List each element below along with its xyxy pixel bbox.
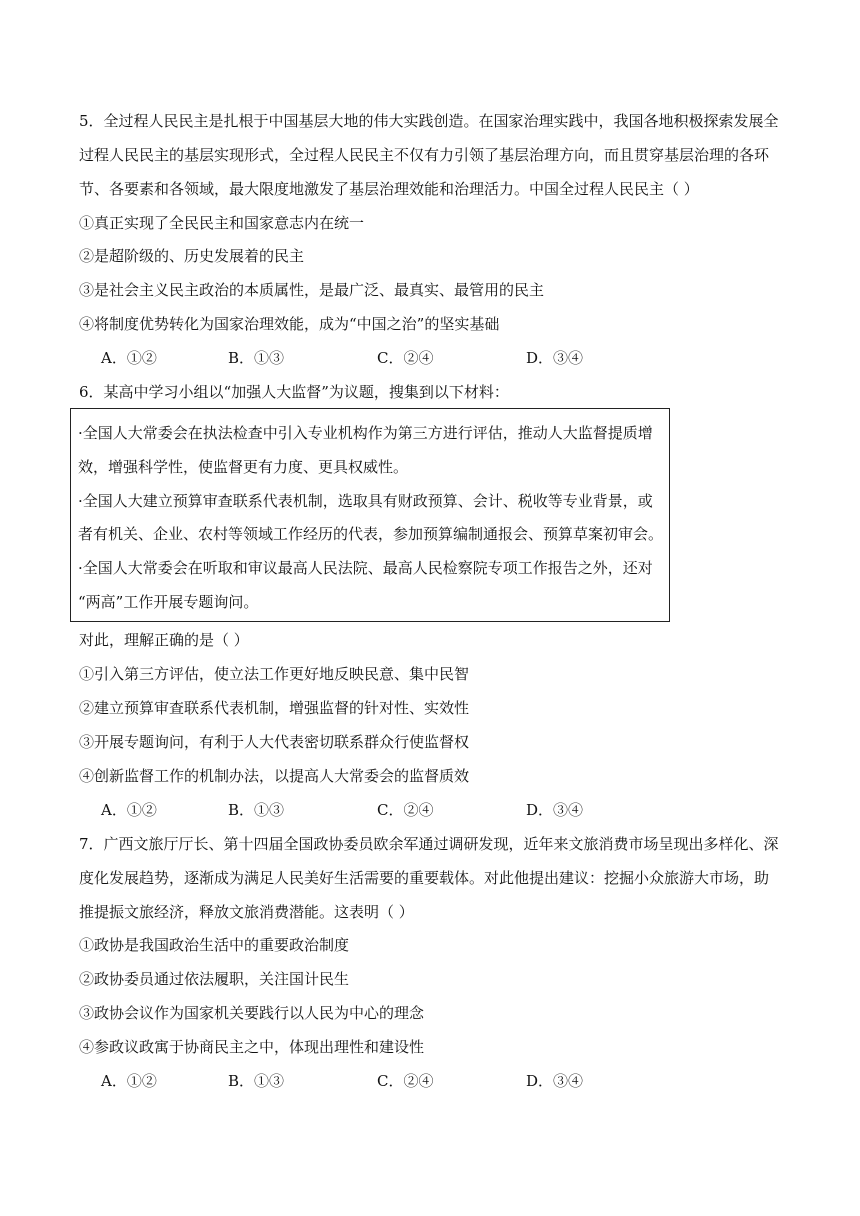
- q5-statement-4: ④将制度优势转化为国家治理效能，成为“中国之治”的坚实基础: [79, 315, 500, 333]
- q6-option-c: C．②④: [377, 801, 434, 819]
- q5-option-a: A．①②: [101, 349, 157, 367]
- q6-statement-4: ④创新监督工作的机制办法，以提高人大常委会的监督质效: [79, 767, 470, 785]
- q6-statement-1: ①引入第三方评估，使立法工作更好地反映民意、集中民智: [79, 665, 470, 683]
- q7-stem-line-3: 推提振文旅经济，释放文旅消费潜能。这表明（ ）: [79, 903, 414, 921]
- q5-statement-3: ③是社会主义民主政治的本质属性，是最广泛、最真实、最管用的民主: [79, 281, 545, 299]
- q7-option-d: D．③④: [526, 1072, 584, 1090]
- q5-option-d: D．③④: [526, 349, 584, 367]
- q7-statement-1: ①政协是我国政治生活中的重要政治制度: [79, 936, 350, 954]
- q5-stem-line-3: 节、各要素和各领域，最大限度地激发了基层治理效能和治理活力。中国全过程人民民主（ ）: [79, 180, 699, 198]
- q5-option-c: C．②④: [377, 349, 434, 367]
- q6-stem: 6．某高中学习小组以“加强人大监督”为议题，搜集到以下材料：: [79, 383, 509, 401]
- q6-material-box: [70, 408, 670, 622]
- q6-option-a: A．①②: [101, 801, 157, 819]
- q5-statement-1: ①真正实现了全民民主和国家意志内在统一: [79, 214, 365, 232]
- q6-material-line-2: 效，增强科学性，使监督更有力度、更具权威性。: [78, 458, 409, 476]
- q6-option-b: B．①③: [228, 801, 285, 819]
- q6-material-line-6: “两高”工作开展专题询问。: [78, 593, 259, 611]
- q5-stem-line-1: 5．全过程人民民主是扎根于中国基层大地的伟大实践创造。在国家治理实践中，我国各地积极探索发展全: [79, 112, 779, 130]
- q5-option-b: B．①③: [228, 349, 285, 367]
- q5-stem-line-2: 过程人民民主的基层实现形式，全过程人民民主不仅有力引领了基层治理方向，而且贯穿基层治理的各环: [79, 146, 770, 164]
- q7-statement-2: ②政协委员通过依法履职，关注国计民生: [79, 970, 350, 988]
- q6-material-line-4: 者有机关、企业、农村等领域工作经历的代表，参加预算编制通报会、预算草案初审会。: [78, 525, 664, 543]
- q7-option-c: C．②④: [377, 1072, 434, 1090]
- q7-option-b: B．①③: [228, 1072, 285, 1090]
- q6-statement-2: ②建立预算审查联系代表机制，增强监督的针对性、实效性: [79, 699, 470, 717]
- q6-statement-3: ③开展专题询问，有利于人大代表密切联系群众行使监督权: [79, 733, 470, 751]
- q7-stem-line-1: 7．广西文旅厅厅长、第十四届全国政协委员欧余军通过调研发现，近年来文旅消费市场呈现出多样化、深: [79, 835, 779, 853]
- q7-stem-line-2: 度化发展趋势，逐渐成为满足人民美好生活需要的重要载体。对此他提出建议：挖掘小众旅游大市场，助: [79, 869, 770, 887]
- q7-statement-4: ④参政议政寓于协商民主之中，体现出理性和建设性: [79, 1038, 425, 1056]
- q6-option-d: D．③④: [526, 801, 584, 819]
- q5-statement-2: ②是超阶级的、历史发展着的民主: [79, 247, 305, 265]
- q6-material-line-1: ·全国人大常委会在执法检查中引入专业机构作为第三方进行评估，推动人大监督提质增: [78, 424, 653, 442]
- q6-material-line-3: ·全国人大建立预算审查联系代表机制，选取具有财政预算、会计、税收等专业背景，或: [78, 492, 653, 510]
- q6-question: 对此，理解正确的是（ ）: [79, 631, 249, 649]
- q7-statement-3: ③政协会议作为国家机关要践行以人民为中心的理念: [79, 1004, 425, 1022]
- q7-option-a: A．①②: [101, 1072, 157, 1090]
- q6-material-line-5: ·全国人大常委会在听取和审议最高人民法院、最高人民检察院专项工作报告之外，还对: [78, 559, 653, 577]
